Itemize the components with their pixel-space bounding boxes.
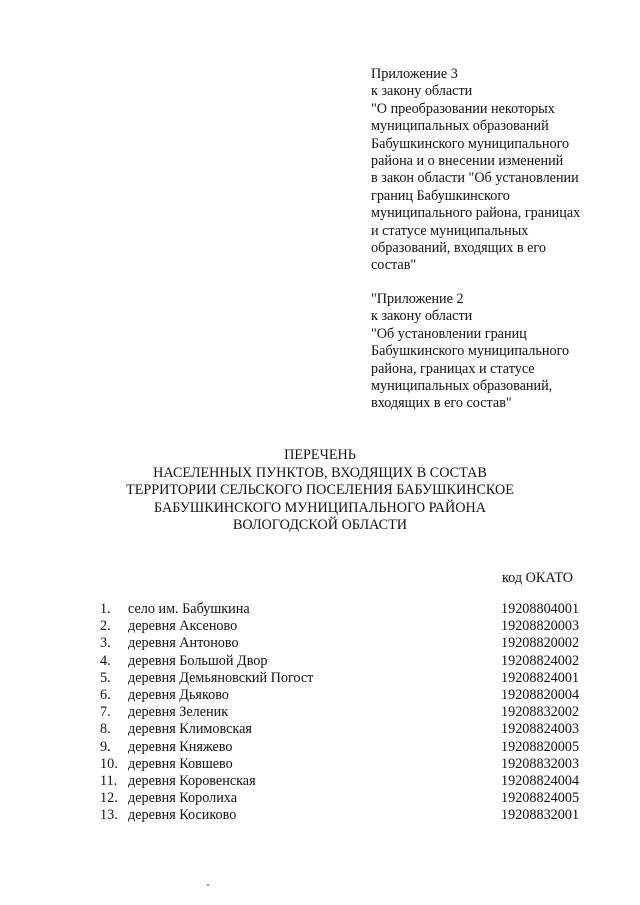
appendix-2-line: "Об установлении границ bbox=[371, 325, 527, 342]
okato-code: 19208820003 bbox=[501, 618, 580, 635]
okato-code: 19208820002 bbox=[501, 635, 580, 652]
list-item-number: 8. bbox=[100, 721, 111, 738]
settlement-name: деревня Зеленик bbox=[128, 704, 229, 721]
list-item bbox=[100, 704, 590, 721]
okato-code: 19208832003 bbox=[501, 755, 580, 772]
okato-code: 19208824002 bbox=[501, 652, 580, 669]
appendix-3-header bbox=[371, 66, 621, 275]
okato-code: 19208824004 bbox=[501, 772, 580, 789]
okato-code: 19208804001 bbox=[501, 601, 580, 617]
title-line: НАСЕЛЕННЫХ ПУНКТОВ, ВХОДЯЩИХ В СОСТАВ bbox=[153, 464, 487, 481]
okato-code: 19208824005 bbox=[501, 790, 580, 807]
appendix-2-line: "Приложение 2 bbox=[371, 291, 464, 307]
appendix-3-line: Бабушкинского муниципального bbox=[371, 135, 570, 152]
okato-code: 19208820005 bbox=[501, 738, 580, 755]
okato-code: 19208820004 bbox=[501, 686, 580, 703]
list-item-number: 2. bbox=[100, 618, 111, 635]
okato-column-header: код ОКАТО bbox=[502, 570, 574, 586]
okato-code: 19208824003 bbox=[501, 721, 580, 738]
appendix-3-line: муниципального района, границах bbox=[371, 205, 581, 222]
settlement-name: деревня Ковшево bbox=[128, 755, 233, 772]
list-item bbox=[100, 601, 590, 618]
list-item-number: 3. bbox=[100, 635, 111, 652]
title-line: ПЕРЕЧЕНЬ bbox=[284, 447, 356, 463]
list-item bbox=[100, 635, 590, 652]
list-item bbox=[100, 756, 590, 773]
list-item-number: 6. bbox=[100, 686, 111, 703]
list-item-number: 1. bbox=[100, 601, 111, 617]
settlement-name: деревня Климовская bbox=[128, 721, 252, 738]
list-item bbox=[100, 790, 590, 807]
appendix-3-line: состав" bbox=[371, 257, 417, 274]
list-item-number: 4. bbox=[100, 652, 111, 669]
scan-speck bbox=[207, 884, 209, 886]
settlement-name: деревня Королиха bbox=[128, 790, 237, 807]
list-item-number: 13. bbox=[100, 807, 118, 824]
appendix-3-line: в закон области "Об установлении bbox=[371, 170, 579, 187]
appendix-2-line: Бабушкинского муниципального bbox=[371, 343, 570, 360]
appendix-3-line: "О преобразовании некоторых bbox=[371, 100, 555, 117]
settlement-list bbox=[100, 601, 590, 824]
settlement-name: деревня Коровенская bbox=[128, 772, 256, 789]
list-item bbox=[100, 618, 590, 635]
appendix-2-header bbox=[371, 291, 621, 413]
appendix-2-line: района, границах и статусе bbox=[371, 360, 535, 377]
list-item-number: 9. bbox=[100, 738, 111, 755]
title-line: ТЕРРИТОРИИ СЕЛЬСКОГО ПОСЕЛЕНИЯ БАБУШКИНСКОЕ bbox=[126, 482, 514, 498]
settlement-name: деревня Косиково bbox=[128, 807, 237, 824]
list-item bbox=[100, 670, 590, 687]
appendix-3-line: Приложение 3 bbox=[371, 66, 458, 82]
list-item-number: 7. bbox=[100, 704, 111, 721]
document-title bbox=[80, 447, 560, 535]
settlement-name: деревня Демьяновский Погост bbox=[128, 669, 314, 686]
settlement-name: деревня Большой Двор bbox=[128, 652, 268, 669]
okato-code: 19208832002 bbox=[501, 704, 580, 721]
list-item-number: 5. bbox=[100, 669, 111, 686]
appendix-3-line: к закону области bbox=[371, 83, 473, 100]
appendix-3-line: границ Бабушкинского bbox=[371, 187, 510, 204]
appendix-2-line: муниципальных образований, bbox=[371, 378, 553, 395]
list-item-number: 10. bbox=[100, 755, 118, 772]
appendix-3-line: и статусе муниципальных bbox=[371, 222, 529, 239]
settlement-name: деревня Княжево bbox=[128, 738, 233, 755]
list-item-number: 12. bbox=[100, 790, 118, 807]
appendix-2-line: к закону области bbox=[371, 308, 473, 325]
list-item-number: 11. bbox=[100, 772, 118, 789]
settlement-name: деревня Аксеново bbox=[128, 618, 238, 635]
title-line: ВОЛОГОДСКОЙ ОБЛАСТИ bbox=[232, 517, 408, 533]
list-item bbox=[100, 773, 590, 790]
title-line: БАБУШКИНСКОГО МУНИЦИПАЛЬНОГО РАЙОНА bbox=[154, 499, 486, 516]
list-item bbox=[100, 721, 590, 738]
settlement-name: деревня Антоново bbox=[128, 635, 239, 652]
appendix-3-line: района и о внесении изменений bbox=[371, 153, 564, 170]
list-item bbox=[100, 739, 590, 756]
list-item bbox=[100, 687, 590, 704]
appendix-3-line: муниципальных образований bbox=[371, 118, 549, 135]
appendix-2-line: входящих в его состав" bbox=[371, 395, 512, 412]
okato-code: 19208832001 bbox=[501, 807, 580, 824]
list-item bbox=[100, 653, 590, 670]
appendix-3-line: образований, входящих в его bbox=[371, 240, 546, 257]
settlement-name: село им. Бабушкина bbox=[128, 601, 250, 617]
settlement-name: деревня Дьяково bbox=[128, 686, 229, 703]
okato-code: 19208824001 bbox=[501, 669, 580, 686]
list-item bbox=[100, 807, 590, 824]
